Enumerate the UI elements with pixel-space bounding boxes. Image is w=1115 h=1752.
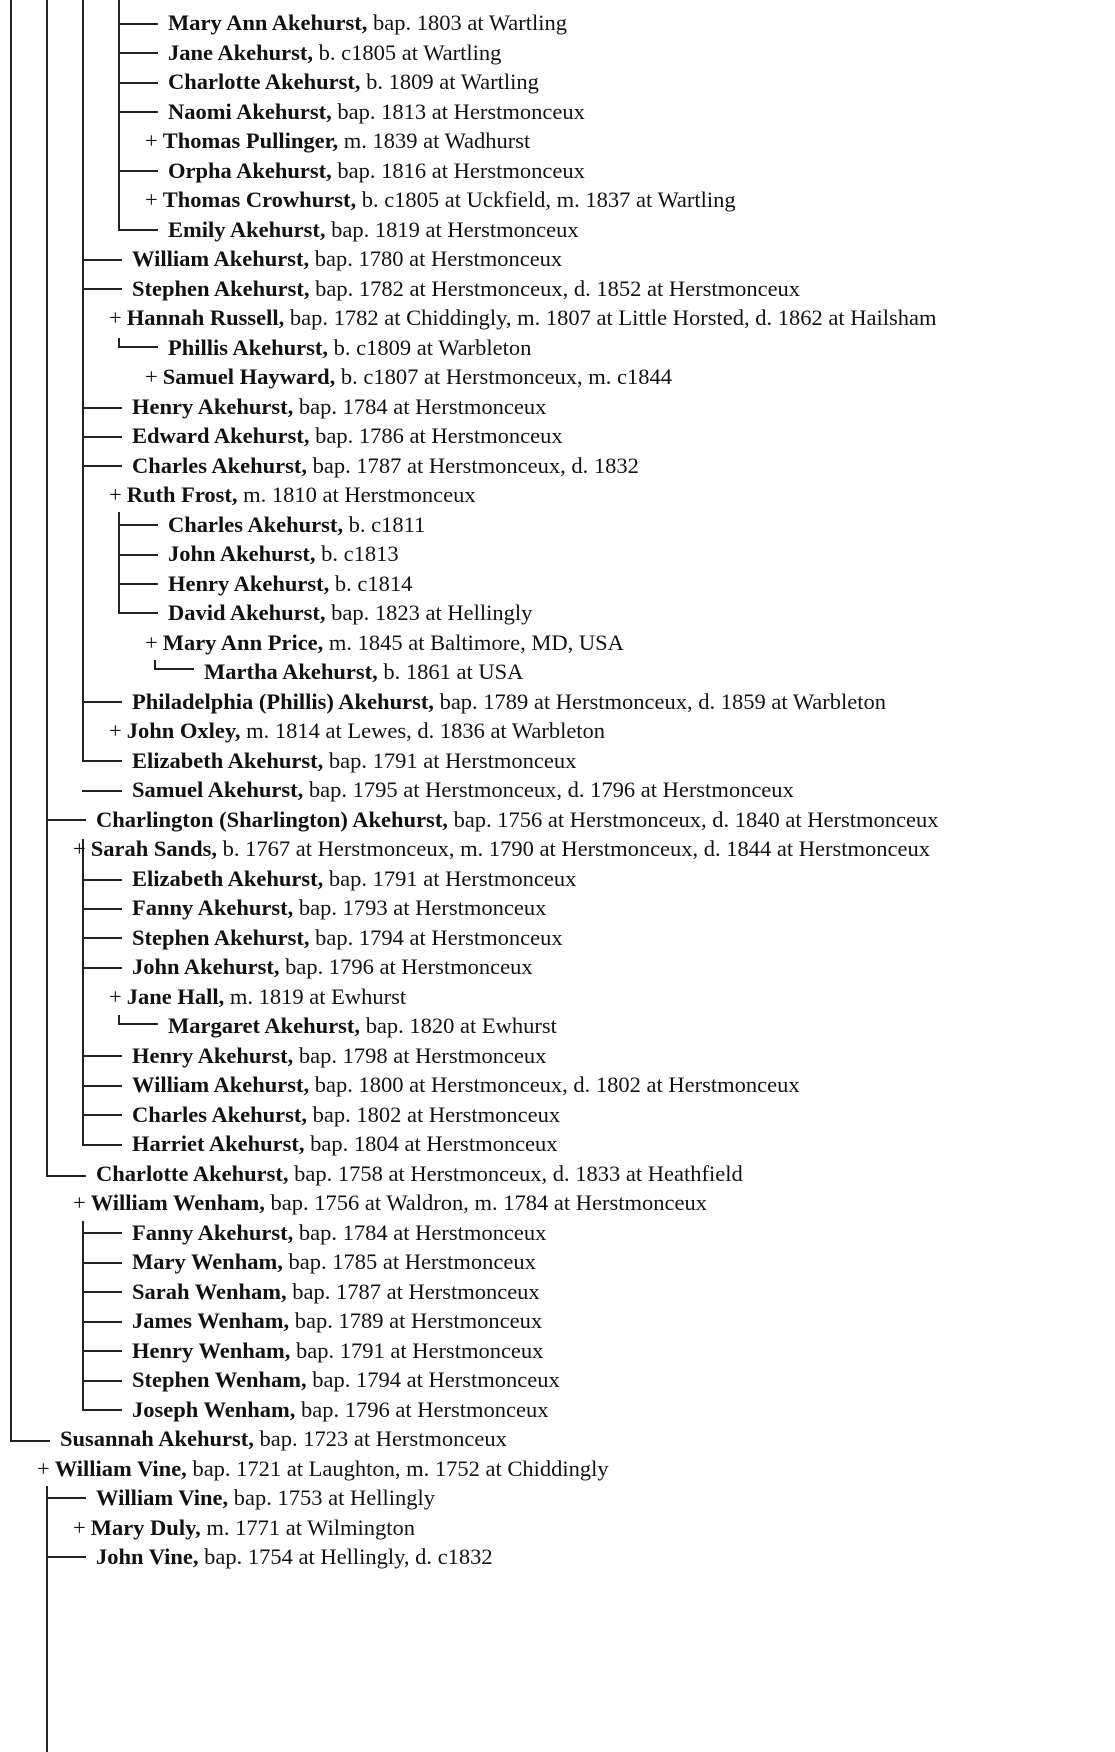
person-name: Fanny Akehurst, (132, 895, 294, 920)
spouse-marker: + (145, 630, 158, 655)
spouse-entry (109, 301, 936, 334)
tree-line-horizontal (46, 1497, 86, 1499)
person-name: Stephen Wenham, (132, 1367, 307, 1392)
tree-line-horizontal (82, 790, 122, 792)
person-details: bap. 1789 at Herstmonceux (289, 1308, 543, 1333)
tree-line-horizontal (118, 170, 158, 172)
tree-line-horizontal (118, 346, 158, 348)
person-entry (168, 1009, 557, 1042)
person-name: Charles Akehurst, (132, 453, 308, 478)
person-details: bap. 1794 at Herstmonceux (309, 925, 563, 950)
person-name: William Vine, (96, 1485, 229, 1510)
person-details: bap. 1785 at Herstmonceux (282, 1249, 536, 1274)
tree-line-horizontal (82, 436, 122, 438)
person-name: Charlotte Akehurst, (168, 69, 361, 94)
tree-line-vertical (118, 0, 120, 231)
person-name: Mary Wenham, (132, 1249, 283, 1274)
person-name: Susannah Akehurst, (60, 1426, 254, 1451)
person-details: bap. 1813 at Herstmonceux (331, 99, 585, 124)
person-details: bap. 1756 at Herstmonceux, d. 1840 at Herstmonceux (447, 807, 939, 832)
person-details: b. c1805 at Wartling (313, 40, 502, 65)
spouse-marker: + (109, 482, 122, 507)
tree-line-horizontal (82, 879, 122, 881)
person-details: bap. 1802 at Herstmonceux (307, 1102, 561, 1127)
spouse-marker: + (145, 128, 158, 153)
tree-line-horizontal (118, 1023, 158, 1025)
person-name: Henry Akehurst, (132, 1043, 294, 1068)
person-details: bap. 1796 at Herstmonceux (295, 1397, 549, 1422)
person-name: Thomas Crowhurst, (162, 187, 357, 212)
person-entry (132, 1068, 800, 1101)
person-entry (168, 596, 532, 629)
person-name: Jane Akehurst, (168, 40, 314, 65)
tree-line-horizontal (82, 1380, 122, 1382)
tree-line-horizontal (154, 668, 194, 670)
person-details: bap. 1791 at Herstmonceux (323, 866, 577, 891)
person-entry (132, 242, 562, 275)
spouse-entry (145, 360, 672, 393)
person-name: William Akehurst, (132, 246, 310, 271)
tree-line-horizontal (10, 1440, 50, 1442)
spouse-entry (73, 1186, 707, 1219)
person-details: m. 1839 at Wadhurst (338, 128, 531, 153)
person-details: bap. 1791 at Herstmonceux (290, 1338, 544, 1363)
person-name: Orpha Akehurst, (168, 158, 332, 183)
person-details: bap. 1780 at Herstmonceux (309, 246, 563, 271)
person-details: b. c1814 (329, 571, 413, 596)
person-details: bap. 1723 at Herstmonceux (253, 1426, 507, 1451)
person-entry (132, 1245, 536, 1278)
person-name: John Oxley, (126, 718, 241, 743)
person-name: Elizabeth Akehurst, (132, 866, 324, 891)
person-name: Stephen Akehurst, (132, 276, 310, 301)
tree-line-horizontal (82, 908, 122, 910)
person-entry (132, 773, 794, 806)
tree-line-horizontal (46, 1175, 86, 1177)
person-details: b. c1805 at Uckfield, m. 1837 at Wartling (356, 187, 736, 212)
spouse-marker: + (109, 718, 122, 743)
person-details: bap. 1796 at Herstmonceux (279, 954, 533, 979)
person-details: m. 1845 at Baltimore, MD, USA (323, 630, 624, 655)
person-name: Phillis Akehurst, (168, 335, 329, 360)
person-name: Henry Akehurst, (168, 571, 330, 596)
spouse-marker: + (37, 1456, 50, 1481)
person-name: Edward Akehurst, (132, 423, 310, 448)
person-name: James Wenham, (132, 1308, 290, 1333)
person-entry (168, 6, 567, 39)
tree-line-horizontal (118, 612, 158, 614)
spouse-marker: + (109, 984, 122, 1009)
person-details: bap. 1787 at Herstmonceux (286, 1279, 540, 1304)
person-details: bap. 1784 at Herstmonceux (293, 1220, 547, 1245)
person-name: Philadelphia (Phillis) Akehurst, (132, 689, 434, 714)
tree-line-horizontal (82, 760, 122, 762)
person-name: Samuel Hayward, (162, 364, 336, 389)
person-details: bap. 1823 at Hellingly (325, 600, 533, 625)
person-name: Naomi Akehurst, (168, 99, 332, 124)
tree-line-vertical (46, 0, 48, 1177)
tree-line-horizontal (82, 288, 122, 290)
person-name: Charlington (Sharlington) Akehurst, (96, 807, 448, 832)
person-details: b. c1809 at Warbleton (328, 335, 532, 360)
tree-line-horizontal (118, 583, 158, 585)
person-details: bap. 1800 at Herstmonceux, d. 1802 at Herstmonceux (309, 1072, 800, 1097)
tree-line-horizontal (82, 701, 122, 703)
person-name: David Akehurst, (168, 600, 326, 625)
spouse-marker: + (145, 187, 158, 212)
person-entry (132, 1363, 560, 1396)
person-details: bap. 1786 at Herstmonceux (309, 423, 563, 448)
tree-line-horizontal (82, 259, 122, 261)
person-entry (132, 419, 563, 452)
tree-line-horizontal (82, 1144, 122, 1146)
person-details: b. c1807 at Herstmonceux, m. c1844 (335, 364, 673, 389)
person-details: bap. 1789 at Herstmonceux, d. 1859 at Warbleton (433, 689, 886, 714)
person-name: Charles Akehurst, (168, 512, 344, 537)
person-details: bap. 1819 at Herstmonceux (325, 217, 579, 242)
person-name: Mary Ann Price, (162, 630, 324, 655)
person-name: Mary Duly, (90, 1515, 201, 1540)
person-details: m. 1814 at Lewes, d. 1836 at Warbleton (240, 718, 606, 743)
tree-line-vertical (46, 1486, 48, 1752)
tree-line-vertical (82, 1221, 84, 1411)
spouse-marker: + (73, 1190, 86, 1215)
person-details: b. 1767 at Herstmonceux, m. 1790 at Herstmonceux, d. 1844 at Herstmonceux (217, 836, 930, 861)
person-name: Charles Akehurst, (132, 1102, 308, 1127)
person-details: bap. 1803 at Wartling (367, 10, 568, 35)
person-details: bap. 1787 at Herstmonceux, d. 1832 (307, 453, 639, 478)
person-details: bap. 1795 at Herstmonceux, d. 1796 at Herstmonceux (303, 777, 794, 802)
person-name: William Vine, (54, 1456, 187, 1481)
person-name: Sarah Wenham, (132, 1279, 287, 1304)
person-details: b. 1809 at Wartling (360, 69, 539, 94)
tree-line-horizontal (82, 465, 122, 467)
tree-line-horizontal (82, 1350, 122, 1352)
person-details: bap. 1804 at Herstmonceux (304, 1131, 558, 1156)
person-details: bap. 1754 at Hellingly, d. c1832 (198, 1544, 493, 1569)
person-entry (132, 950, 533, 983)
tree-line-vertical (10, 0, 12, 1442)
tree-line-horizontal (82, 1321, 122, 1323)
person-name: William Wenham, (90, 1190, 265, 1215)
tree-line-horizontal (82, 407, 122, 409)
person-details: bap. 1784 at Herstmonceux (293, 394, 547, 419)
person-name: Emily Akehurst, (168, 217, 326, 242)
tree-line-horizontal (82, 937, 122, 939)
spouse-marker: + (73, 1515, 86, 1540)
person-details: bap. 1782 at Chiddingly, m. 1807 at Little Horsted, d. 1862 at Hailsham (284, 305, 937, 330)
person-name: John Akehurst, (168, 541, 316, 566)
tree-line-horizontal (82, 1055, 122, 1057)
tree-line-horizontal (82, 1262, 122, 1264)
tree-line-horizontal (46, 1556, 86, 1558)
person-details: b. c1811 (343, 512, 426, 537)
person-entry (168, 537, 399, 570)
tree-line-horizontal (46, 819, 86, 821)
person-entry (96, 1481, 435, 1514)
person-entry (60, 1422, 507, 1455)
person-name: Charlotte Akehurst, (96, 1161, 289, 1186)
tree-line-horizontal (118, 82, 158, 84)
tree-line-horizontal (118, 554, 158, 556)
person-details: m. 1810 at Herstmonceux (237, 482, 476, 507)
spouse-entry (73, 832, 930, 865)
person-details: bap. 1816 at Herstmonceux (331, 158, 585, 183)
person-name: Margaret Akehurst, (168, 1013, 361, 1038)
person-details: bap. 1782 at Herstmonceux, d. 1852 at Herstmonceux (309, 276, 801, 301)
person-details: bap. 1758 at Herstmonceux, d. 1833 at Heathfield (288, 1161, 743, 1186)
person-name: Sarah Sands, (90, 836, 218, 861)
tree-line-vertical (82, 0, 84, 760)
spouse-marker: + (145, 364, 158, 389)
spouse-marker: + (73, 836, 86, 861)
person-name: John Vine, (96, 1544, 199, 1569)
person-details: b. 1861 at USA (377, 659, 524, 684)
tree-line-horizontal (82, 1085, 122, 1087)
tree-line-horizontal (118, 229, 158, 231)
person-details: bap. 1721 at Laughton, m. 1752 at Chiddingly (186, 1456, 609, 1481)
person-name: Elizabeth Akehurst, (132, 748, 324, 773)
spouse-entry (109, 478, 476, 511)
person-name: Ruth Frost, (126, 482, 238, 507)
person-entry (168, 65, 539, 98)
tree-line-horizontal (118, 111, 158, 113)
person-entry (204, 655, 523, 688)
person-name: Harriet Akehurst, (132, 1131, 305, 1156)
person-entry (132, 891, 546, 924)
tree-line-horizontal (118, 52, 158, 54)
person-entry (132, 1304, 542, 1337)
tree-line-horizontal (82, 1114, 122, 1116)
person-details: bap. 1756 at Waldron, m. 1784 at Herstmonceux (264, 1190, 707, 1215)
spouse-entry (145, 124, 530, 157)
tree-line-horizontal (82, 1291, 122, 1293)
spouse-entry (109, 714, 605, 747)
tree-line-horizontal (82, 1232, 122, 1234)
person-details: m. 1771 at Wilmington (200, 1515, 416, 1540)
person-details: bap. 1798 at Herstmonceux (293, 1043, 547, 1068)
person-name: Samuel Akehurst, (132, 777, 304, 802)
person-name: Joseph Wenham, (132, 1397, 296, 1422)
person-name: Stephen Akehurst, (132, 925, 310, 950)
person-entry (132, 1127, 558, 1160)
person-name: Martha Akehurst, (204, 659, 378, 684)
tree-line-horizontal (118, 23, 158, 25)
person-details: m. 1819 at Ewhurst (224, 984, 407, 1009)
tree-line-horizontal (82, 967, 122, 969)
spouse-entry (145, 183, 736, 216)
person-details: b. c1813 (315, 541, 399, 566)
person-name: Mary Ann Akehurst, (168, 10, 368, 35)
tree-line-horizontal (82, 1409, 122, 1411)
tree-line-horizontal (118, 524, 158, 526)
person-entry (96, 1540, 493, 1573)
person-details: bap. 1753 at Hellingly (228, 1485, 435, 1510)
person-details: bap. 1794 at Herstmonceux (306, 1367, 560, 1392)
person-name: Jane Hall, (126, 984, 225, 1009)
person-name: Henry Wenham, (132, 1338, 291, 1363)
person-name: Thomas Pullinger, (162, 128, 339, 153)
person-details: bap. 1820 at Ewhurst (360, 1013, 557, 1038)
person-details: bap. 1793 at Herstmonceux (293, 895, 547, 920)
person-name: Fanny Akehurst, (132, 1220, 294, 1245)
person-name: William Akehurst, (132, 1072, 310, 1097)
person-name: John Akehurst, (132, 954, 280, 979)
tree-line-vertical (118, 512, 120, 614)
spouse-marker: + (109, 305, 122, 330)
person-name: Henry Akehurst, (132, 394, 294, 419)
person-details: bap. 1791 at Herstmonceux (323, 748, 577, 773)
person-name: Hannah Russell, (126, 305, 285, 330)
tree-line-vertical (82, 839, 84, 1146)
